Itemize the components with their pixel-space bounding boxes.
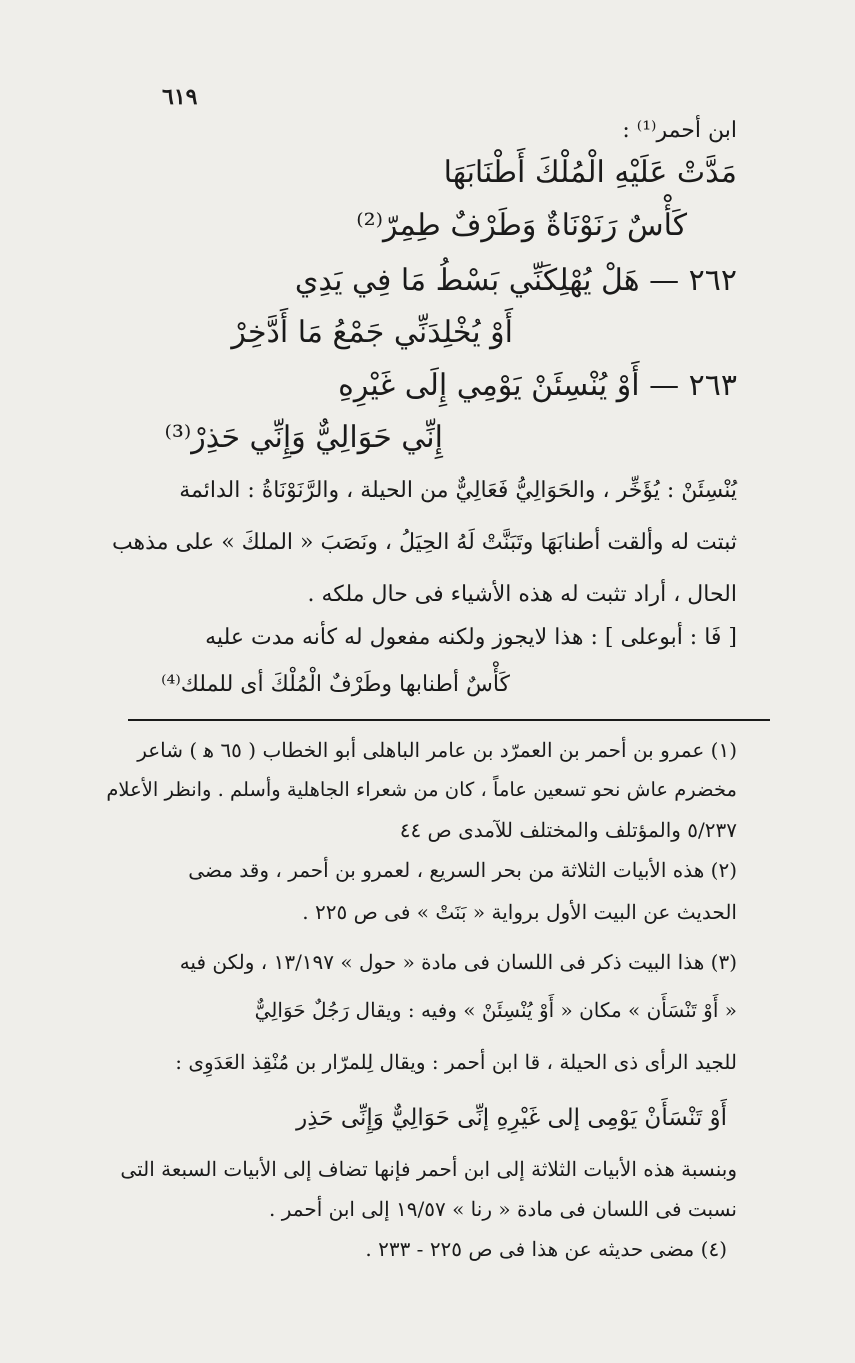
verse-line-5: ٢٦٣ — أَوْ يُنْسِئَنْ يَوْمِي إِلَى غَيْرِهِ xyxy=(338,368,737,403)
footnote-3-verse: أَوْ تَنْسَأَنْ يَوْمِى إلى غَيْرِهِ إنِّى حَوَالِيٌّ وَإِنِّى حَذِر xyxy=(296,1105,727,1131)
footnote-divider xyxy=(128,719,770,721)
commentary-line-1: يُنْسِئَنْ : يُؤَخِّر ، والحَوَالِيُّ فَعَالِيٌّ من الحيلة ، والرَّنَوْنَاةُ : الدائمة xyxy=(179,478,737,503)
page-number: ٦١٩ xyxy=(162,84,198,110)
footnote-1-line-2: مخضرم عاش نحو تسعين عاماً ، كان من شعراء الجاهلية وأسلم . وانظر الأعلام xyxy=(106,778,737,801)
footnote-3-line-2: « أَوْ تَنْسَأَن » مكان « أَوْ يُنْسِئَنْ » وفيه : ويقال رَجُلٌ حَوَالِيٌّ xyxy=(254,998,737,1022)
footnote-3-line-4: وبنسبة هذه الأبيات الثلاثة إلى ابن أحمر فإنها تضاف إلى الأبيات السبعة التى xyxy=(120,1157,737,1181)
poet-intro: ابن أحمر⁽¹⁾ : xyxy=(622,118,737,143)
verse-line-4: أَوْ يُخْلِدَنِّي جَمْعُ مَا أَدَّخِرْ xyxy=(231,315,513,350)
commentary-line-2: ثبتت له وألقت أطنابَهَا وتَبَنَّتْ لَهُ الحِيَلُ ، ونَصَبَ « الملكَ » على مذهب xyxy=(111,530,737,555)
footnote-4: (٤) مضى حديثه عن هذا فى ص ٢٢٥ - ٢٣٣ . xyxy=(365,1237,727,1261)
commentary-line-4: [ فَا : أبوعلى ] : هذا لايجوز ولكنه مفعول له كأنه مدت عليه xyxy=(205,625,737,650)
commentary-line-5: كَأْسٌ أطنابها وطَرْفٌ الْمُلْكَ أى للملك⁽⁴⁾ xyxy=(161,672,510,697)
footnote-1-line-3: ٥/٢٣٧ والمؤتلف والمختلف للآمدى ص ٤٤ xyxy=(399,818,737,842)
footnote-3-line-3: للجيد الرأى ذى الحيلة ، قا ابن أحمر : ويقال لِلمرّار بن مُنْقِذ العَدَوِى : xyxy=(175,1050,737,1074)
footnote-2-line-2: الحديث عن البيت الأول برواية « بَنَتْ » فى ص ٢٢٥ . xyxy=(302,900,737,924)
verse-line-2: كَأْسٌ رَنَوْنَاةٌ وَطَرْفٌ طِمِرّ⁽²⁾ xyxy=(356,208,687,243)
footnote-3-line-5: نسبت فى اللسان فى مادة « رنا » ١٩/٥٧ إلى ابن أحمر . xyxy=(269,1197,737,1221)
verse-line-1: مَدَّتْ عَلَيْهِ الْمُلْكَ أَطْنَابَهَا xyxy=(443,155,737,190)
footnote-3-line-1: (٣) هذا البيت ذكر فى اللسان فى مادة « حول » ١٣/١٩٧ ، ولكن فيه xyxy=(179,950,737,974)
footnote-2-line-1: (٢) هذه الأبيات الثلاثة من بحر السريع ، لعمرو بن أحمر ، وقد مضى xyxy=(188,858,737,882)
verse-line-3: ٢٦٢ — هَلْ يُهْلِكَنِّي بَسْطُ مَا فِي يَدِي xyxy=(294,263,737,298)
verse-line-6: إِنِّي حَوَالِيٌّ وَإِنِّي حَذِرْ⁽³⁾ xyxy=(164,420,443,455)
commentary-line-3: الحال ، أراد تثبت له هذه الأشياء فى حال ملكه . xyxy=(307,582,737,607)
footnote-1-line-1: (١) عمرو بن أحمر بن العمرّد بن عامر الباهلى أبو الخطاب ( ٦٥ ﻫ ) شاعر xyxy=(137,738,737,762)
